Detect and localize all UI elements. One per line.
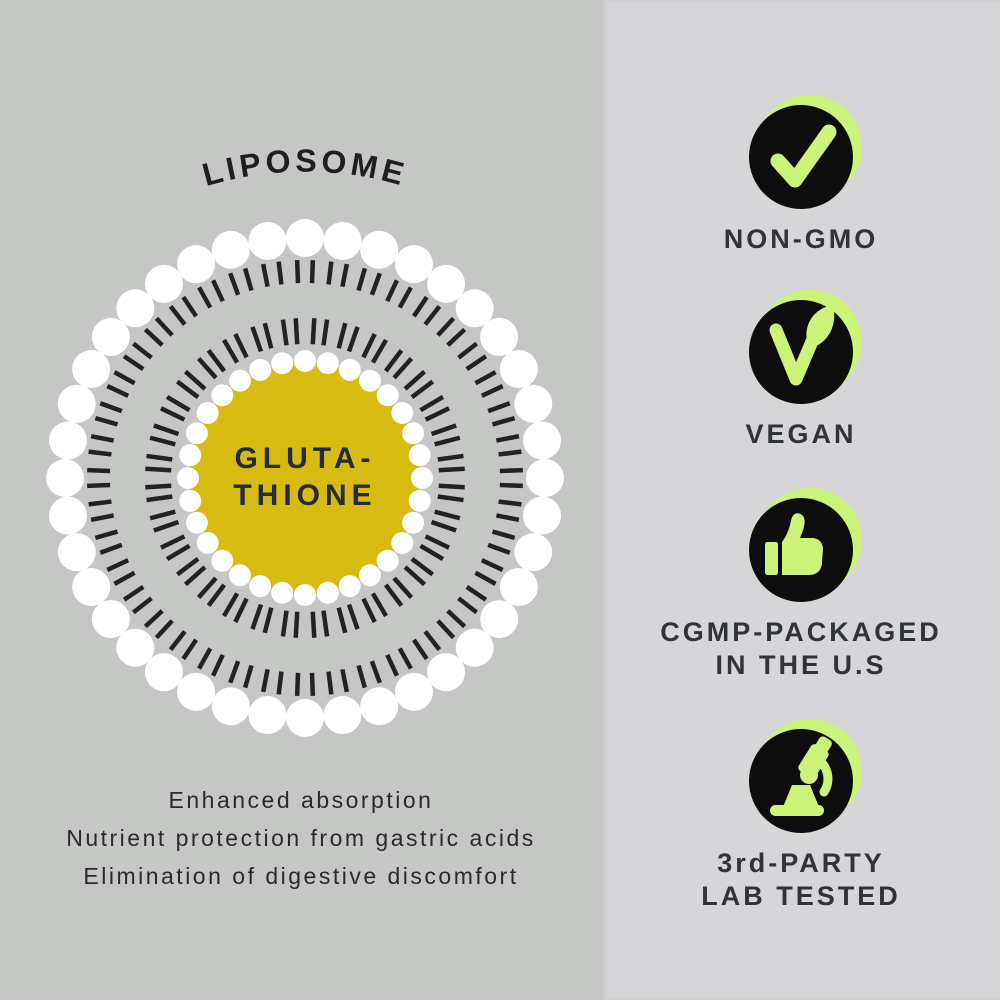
badge-label: NON-GMO <box>723 224 879 254</box>
badge-label: CGMP-PACKAGED <box>660 617 942 647</box>
badge-label: 3rd-PARTY <box>717 848 885 878</box>
benefit-item: Elimination of digestive discomfort <box>83 863 519 889</box>
badge-circle <box>749 300 853 404</box>
svg-text:LIPOSOME <box>198 143 411 193</box>
badges-panel <box>602 0 1000 1000</box>
badge-lab-tested <box>602 729 1000 913</box>
core-label-line2: THIONE <box>233 479 377 512</box>
benefit-item: Nutrient protection from gastric acids <box>66 825 536 851</box>
vegan-leaf-icon <box>749 300 853 404</box>
badge-circle <box>749 498 853 602</box>
page-title: LIPOSOME <box>198 142 412 193</box>
benefit-item: Enhanced absorption <box>168 787 434 813</box>
badge-label: LAB TESTED <box>701 881 901 911</box>
microscope-icon <box>749 729 853 833</box>
badge-label: IN THE U.S <box>715 650 887 680</box>
checkmark-icon <box>749 105 853 209</box>
badge-vegan <box>602 300 1000 451</box>
badge-circle <box>749 729 853 833</box>
badge-cgmp <box>602 498 1000 682</box>
badge-icon <box>749 300 853 404</box>
benefit-list <box>0 781 602 895</box>
badge-non-gmo <box>602 105 1000 256</box>
badge-circle <box>749 105 853 209</box>
badge-icon <box>749 105 853 209</box>
thumbs-up-icon <box>749 498 853 602</box>
badge-label: VEGAN <box>745 419 857 449</box>
core-label <box>155 440 455 514</box>
badge-icon <box>749 729 853 833</box>
badge-icon <box>749 498 853 602</box>
core-label-line1: GLUTA- <box>234 442 376 475</box>
